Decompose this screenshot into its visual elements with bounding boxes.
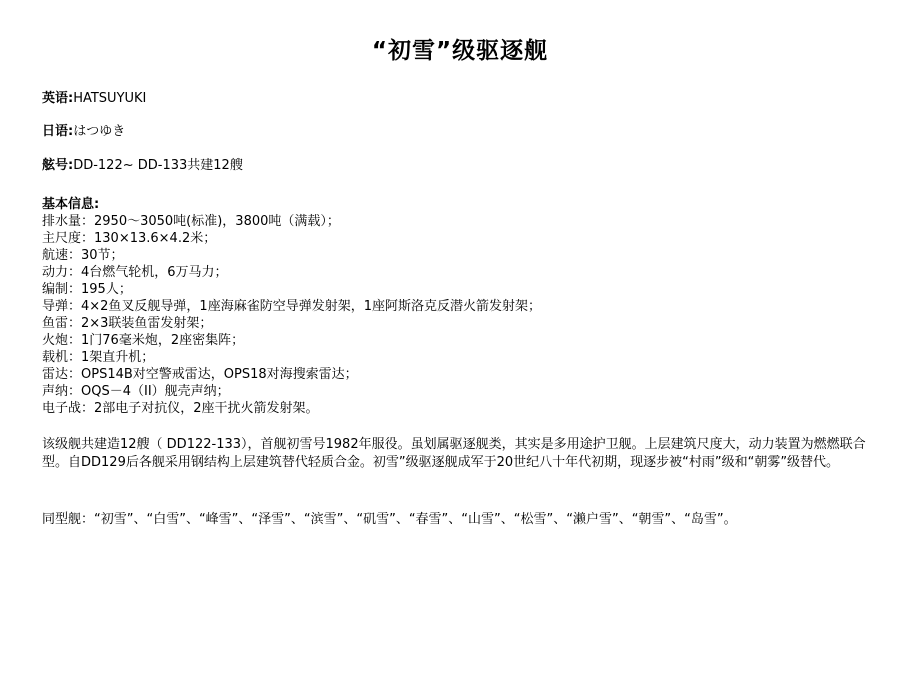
- spec-line: 载机：1架直升机；: [42, 350, 155, 365]
- spec-line: 鱼雷：2×3联装鱼雷发射架；: [42, 316, 213, 331]
- spec-line: 雷达：OPS14B对空警戒雷达，OPS18对海搜索雷达；: [42, 367, 358, 382]
- hull-value: DD-122~ DD-133共建12艘: [73, 158, 243, 173]
- spec-line: 电子战：2部电子对抗仪，2座干扰火箭发射架。: [42, 401, 319, 416]
- hull-label: 舷号:: [42, 158, 74, 173]
- spec-line: 导弹：4×2鱼叉反舰导弹，1座海麻雀防空导弹发射架，1座阿斯洛克反潜火箭发射架；: [42, 299, 541, 314]
- japanese-name-line: [42, 123, 125, 140]
- basic-info-section: [42, 196, 541, 417]
- sister-ships-paragraph: 同型舰：“初雪”、“白雪”、“峰雪”、“泽雪”、“滨雪”、“矶雪”、“春雪”、“山雪”、“松雪”、“濑户雪”、“朝雪”、“岛雪”。: [42, 512, 737, 527]
- japanese-label: 日语:: [42, 124, 74, 139]
- english-name-line: [42, 90, 146, 107]
- hull-number-line: [42, 157, 243, 174]
- basic-info-heading: 基本信息:: [42, 197, 100, 212]
- spec-line: 动力：4台燃气轮机，6万马力；: [42, 265, 228, 280]
- english-label: 英语:: [42, 91, 74, 106]
- spec-line: 声纳：OQS－4（II）舰壳声纳；: [42, 384, 230, 399]
- spec-line: 航速：30节；: [42, 248, 124, 263]
- spec-line: 火炮：1门76毫米炮，2座密集阵；: [42, 333, 245, 348]
- english-value: HATSUYUKI: [73, 91, 147, 106]
- page-title: “初雪”级驱逐舰: [371, 38, 549, 64]
- spec-line: 编制：195人；: [42, 282, 132, 297]
- spec-line: 主尺度：130×13.6×4.2米；: [42, 231, 217, 246]
- japanese-value: はつゆき: [73, 124, 126, 139]
- description-paragraph: 该级舰共建造12艘（ DD122-133），首舰初雪号1982年服役。虽划属驱逐舰类，其实是多用途护卫舰。上层建筑尺度大，动力装置为燃燃联合型。自DD129后各舰采用钢结构上层建筑替代轻质合金。初雪”级驱逐舰成军于20世纪八十年代初期，现逐步被“村雨”级和“朝雾”级替代。: [42, 437, 866, 470]
- spec-line: 排水量：2950～3050吨(标准)，3800吨（满载）；: [42, 214, 340, 229]
